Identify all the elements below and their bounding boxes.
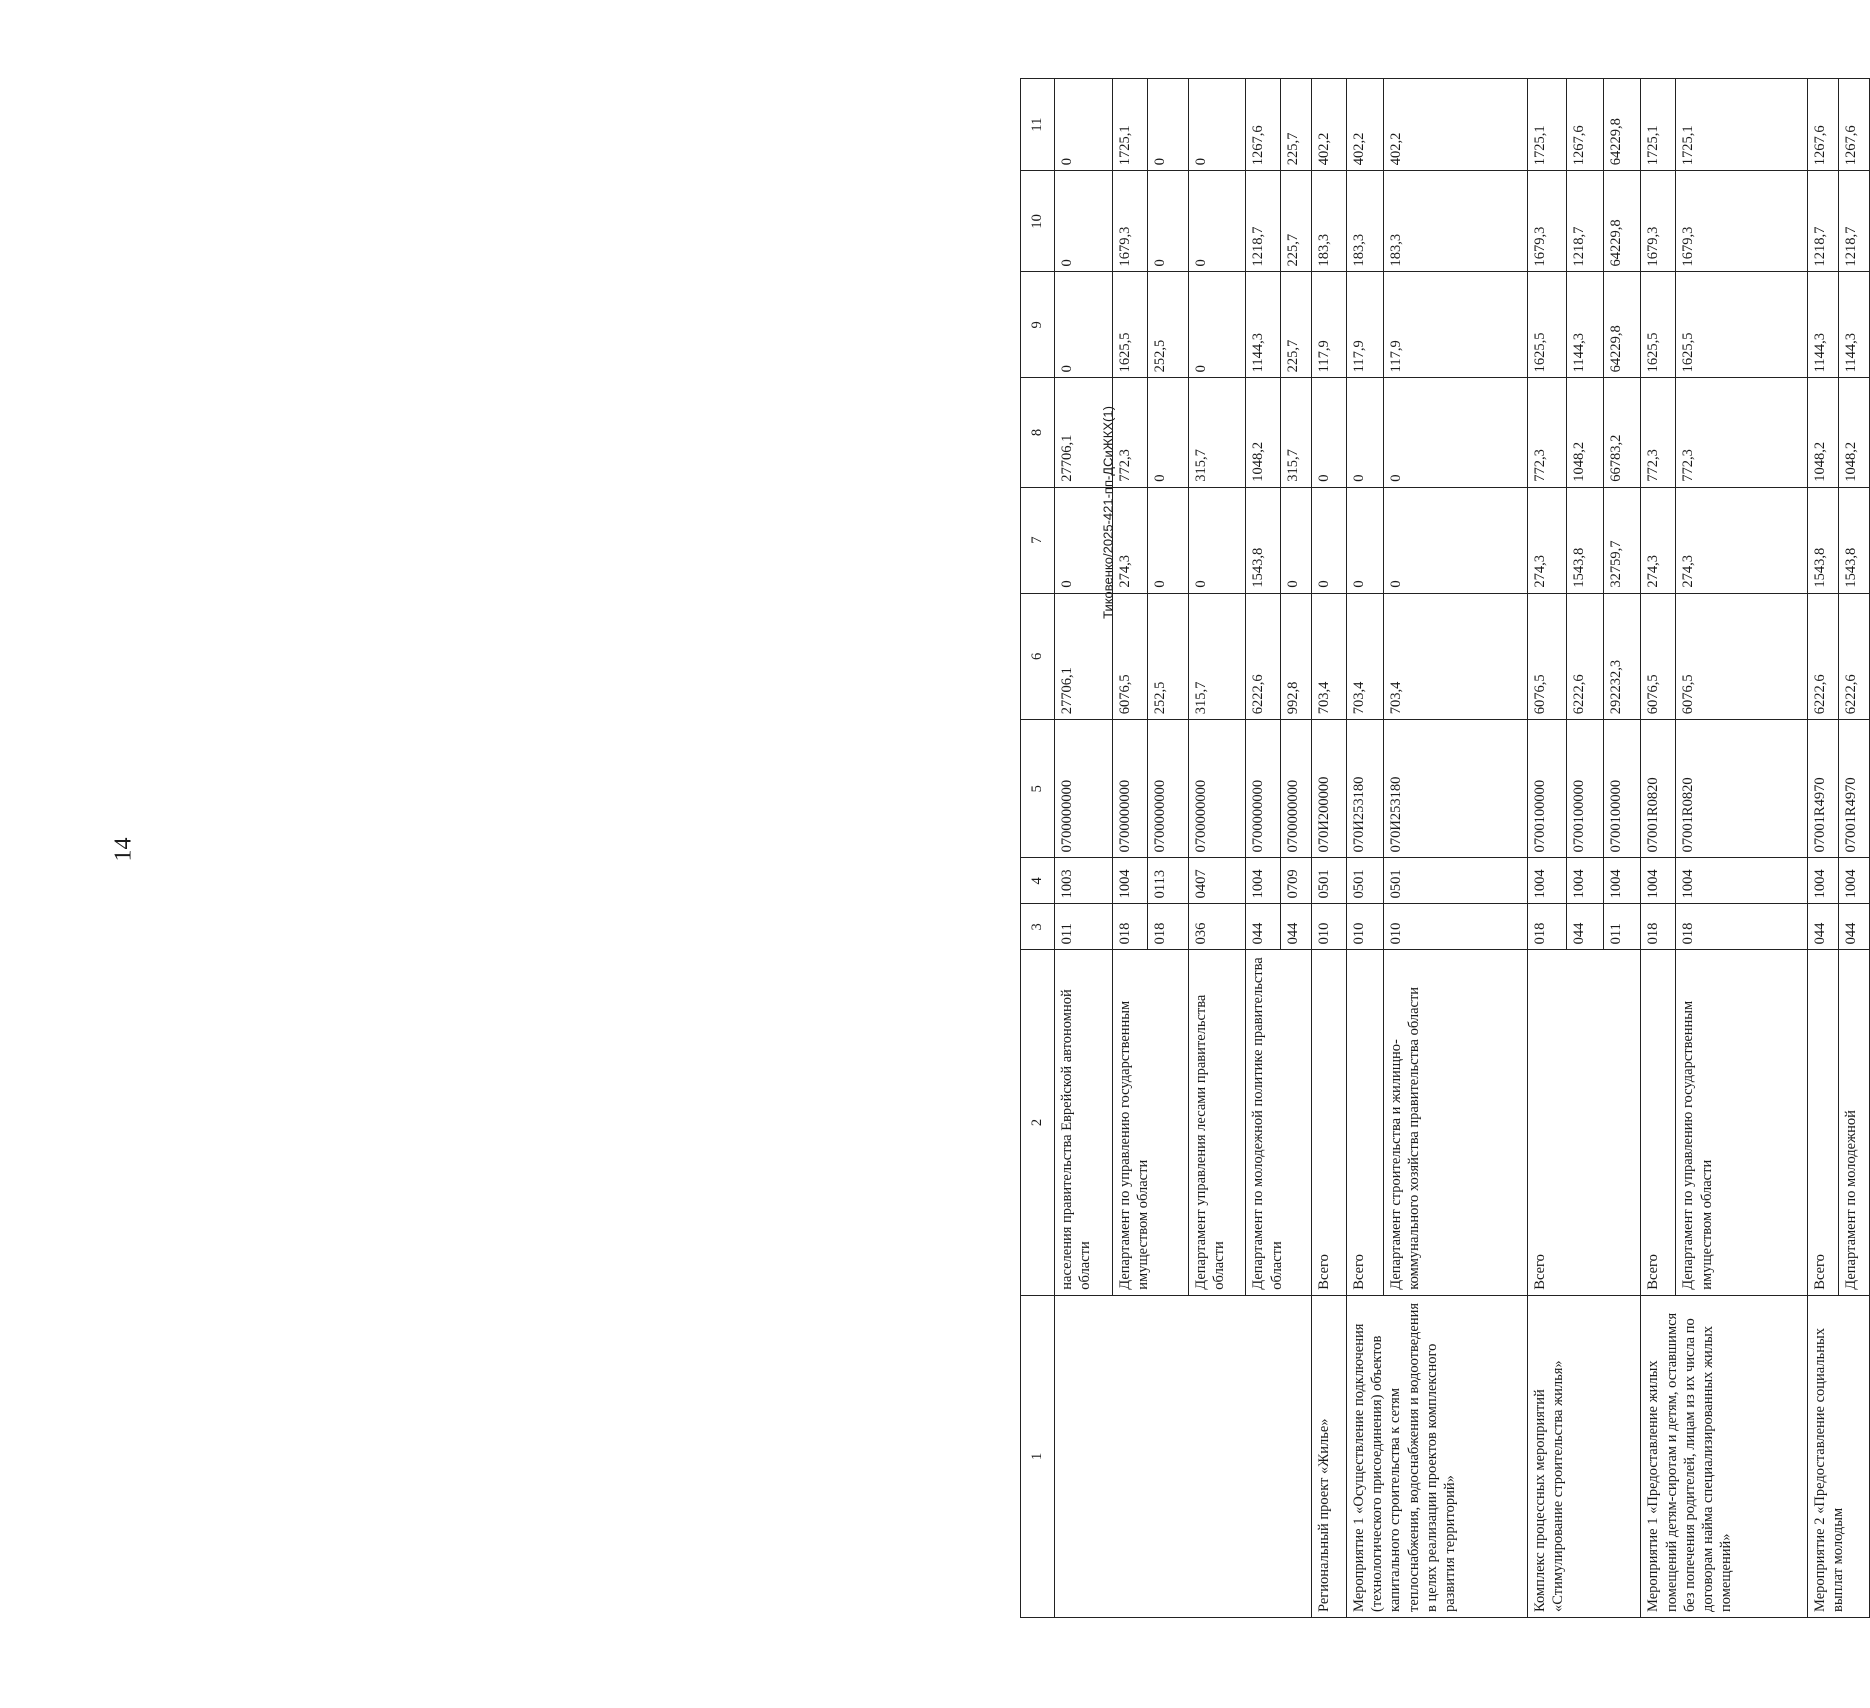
cell-program: Региональный проект «Жилье» bbox=[1312, 1295, 1347, 1617]
cell-year-2: 772,3 bbox=[1676, 378, 1808, 487]
cell-year-2: 0 bbox=[1312, 378, 1347, 487]
cell-year-3: 1625,5 bbox=[1528, 272, 1567, 378]
cell-year-4: 1679,3 bbox=[1676, 171, 1808, 272]
cell-total: 6222,6 bbox=[1567, 593, 1604, 720]
cell-program: Мероприятие 2 «Предоставление социальных выплат молодым bbox=[1808, 1295, 1870, 1617]
cell-year-5: 402,2 bbox=[1347, 79, 1384, 171]
cell-total: 6222,6 bbox=[1839, 593, 1870, 720]
cell-rzpr: 1003 bbox=[1055, 858, 1113, 904]
cell-year-5: 1725,1 bbox=[1112, 79, 1147, 171]
cell-executor: Всего bbox=[1808, 950, 1839, 1295]
cell-rzpr: 0407 bbox=[1188, 858, 1246, 904]
cell-grbs: 011 bbox=[1604, 904, 1641, 950]
cell-csr: 070И253180 bbox=[1347, 720, 1384, 858]
cell-program: Мероприятие 1 «Предоставление жилых помещений детям-сиротам и детям, оставшимся без попечения родителей, лицам из их числа по договорам найма специализированных жилых помещений» bbox=[1641, 1295, 1808, 1617]
cell-year-2: 0 bbox=[1147, 378, 1188, 487]
table-row bbox=[1528, 79, 1567, 1618]
cell-total: 703,4 bbox=[1312, 593, 1347, 720]
cell-executor: Департамент по управлению государственным имуществом области bbox=[1112, 950, 1188, 1295]
budget-table-container bbox=[1020, 78, 1870, 1618]
cell-csr: 0700100000 bbox=[1528, 720, 1567, 858]
cell-grbs: 011 bbox=[1055, 904, 1113, 950]
cell-executor: Всего bbox=[1641, 950, 1676, 1295]
cell-year-5: 225,7 bbox=[1281, 79, 1312, 171]
cell-executor: Департамент управления лесами правительства области bbox=[1188, 950, 1246, 1295]
cell-year-3: 117,9 bbox=[1384, 272, 1528, 378]
cell-total: 703,4 bbox=[1347, 593, 1384, 720]
cell-year-1: 274,3 bbox=[1112, 487, 1147, 593]
table-row bbox=[1808, 79, 1839, 1618]
cell-rzpr: 1004 bbox=[1112, 858, 1147, 904]
cell-csr: 070И253180 bbox=[1384, 720, 1528, 858]
cell-year-1: 0 bbox=[1312, 487, 1347, 593]
cell-year-4: 0 bbox=[1188, 171, 1246, 272]
cell-year-3: 1144,3 bbox=[1246, 272, 1281, 378]
cell-total: 252,5 bbox=[1147, 593, 1188, 720]
cell-grbs: 044 bbox=[1567, 904, 1604, 950]
cell-grbs: 044 bbox=[1281, 904, 1312, 950]
table-row bbox=[1347, 79, 1384, 1618]
cell-year-1: 0 bbox=[1147, 487, 1188, 593]
column-header: 11 bbox=[1021, 79, 1055, 171]
cell-grbs: 010 bbox=[1347, 904, 1384, 950]
cell-year-4: 225,7 bbox=[1281, 171, 1312, 272]
cell-rzpr: 0113 bbox=[1147, 858, 1188, 904]
cell-csr: 0700000000 bbox=[1188, 720, 1246, 858]
cell-year-5: 1267,6 bbox=[1808, 79, 1839, 171]
table-header-row bbox=[1021, 79, 1055, 1618]
cell-year-5: 0 bbox=[1055, 79, 1113, 171]
cell-csr: 0700000000 bbox=[1112, 720, 1147, 858]
cell-year-3: 252,5 bbox=[1147, 272, 1188, 378]
cell-total: 703,4 bbox=[1384, 593, 1528, 720]
cell-csr: 0700100000 bbox=[1567, 720, 1604, 858]
cell-year-4: 1218,7 bbox=[1246, 171, 1281, 272]
cell-year-1: 1543,8 bbox=[1246, 487, 1281, 593]
cell-executor: Всего bbox=[1312, 950, 1347, 1295]
cell-csr: 0700000000 bbox=[1281, 720, 1312, 858]
cell-program bbox=[1055, 1295, 1312, 1617]
cell-year-1: 0 bbox=[1347, 487, 1384, 593]
cell-year-1: 274,3 bbox=[1528, 487, 1567, 593]
column-header: 7 bbox=[1021, 487, 1055, 593]
cell-total: 6076,5 bbox=[1641, 593, 1676, 720]
cell-year-3: 225,7 bbox=[1281, 272, 1312, 378]
cell-executor: Всего bbox=[1347, 950, 1384, 1295]
cell-total: 6076,5 bbox=[1676, 593, 1808, 720]
cell-year-2: 315,7 bbox=[1281, 378, 1312, 487]
page-number: 14 bbox=[110, 837, 137, 862]
cell-rzpr: 0501 bbox=[1384, 858, 1528, 904]
cell-grbs: 036 bbox=[1188, 904, 1246, 950]
cell-year-4: 1218,7 bbox=[1839, 171, 1870, 272]
cell-csr: 07001R0820 bbox=[1676, 720, 1808, 858]
cell-grbs: 044 bbox=[1839, 904, 1870, 950]
cell-grbs: 044 bbox=[1808, 904, 1839, 950]
cell-year-2: 772,3 bbox=[1641, 378, 1676, 487]
cell-year-1: 1543,8 bbox=[1567, 487, 1604, 593]
cell-year-4: 1679,3 bbox=[1528, 171, 1567, 272]
cell-csr: 070И200000 bbox=[1312, 720, 1347, 858]
cell-rzpr: 1004 bbox=[1676, 858, 1808, 904]
cell-year-2: 772,3 bbox=[1112, 378, 1147, 487]
cell-year-4: 0 bbox=[1055, 171, 1113, 272]
cell-year-5: 1267,6 bbox=[1246, 79, 1281, 171]
cell-csr: 0700000000 bbox=[1246, 720, 1281, 858]
cell-executor: Департамент по молодежной bbox=[1839, 950, 1870, 1295]
cell-year-5: 1267,6 bbox=[1839, 79, 1870, 171]
cell-grbs: 010 bbox=[1312, 904, 1347, 950]
cell-year-1: 0 bbox=[1281, 487, 1312, 593]
cell-csr: 07001R4970 bbox=[1839, 720, 1870, 858]
cell-year-1: 0 bbox=[1055, 487, 1113, 593]
column-header: 9 bbox=[1021, 272, 1055, 378]
cell-year-4: 183,3 bbox=[1384, 171, 1528, 272]
cell-total: 6076,5 bbox=[1112, 593, 1147, 720]
cell-year-2: 772,3 bbox=[1528, 378, 1567, 487]
cell-year-5: 402,2 bbox=[1312, 79, 1347, 171]
cell-year-3: 1144,3 bbox=[1567, 272, 1604, 378]
cell-year-1: 0 bbox=[1188, 487, 1246, 593]
cell-year-4: 1679,3 bbox=[1641, 171, 1676, 272]
column-header: 5 bbox=[1021, 720, 1055, 858]
cell-rzpr: 0501 bbox=[1347, 858, 1384, 904]
cell-year-4: 1218,7 bbox=[1567, 171, 1604, 272]
cell-executor: Всего bbox=[1528, 950, 1641, 1295]
cell-year-4: 1218,7 bbox=[1808, 171, 1839, 272]
cell-total: 27706,1 bbox=[1055, 593, 1113, 720]
cell-year-5: 402,2 bbox=[1384, 79, 1528, 171]
cell-year-1: 1543,8 bbox=[1808, 487, 1839, 593]
cell-year-2: 1048,2 bbox=[1839, 378, 1870, 487]
cell-grbs: 018 bbox=[1641, 904, 1676, 950]
cell-year-5: 1267,6 bbox=[1567, 79, 1604, 171]
cell-year-3: 0 bbox=[1188, 272, 1246, 378]
cell-year-4: 0 bbox=[1147, 171, 1188, 272]
cell-executor: Департамент строительства и жилищно-коммунального хозяйства правительства области bbox=[1384, 950, 1528, 1295]
cell-year-5: 0 bbox=[1188, 79, 1246, 171]
cell-rzpr: 1004 bbox=[1808, 858, 1839, 904]
cell-total: 292232,3 bbox=[1604, 593, 1641, 720]
cell-grbs: 018 bbox=[1112, 904, 1147, 950]
cell-year-5: 1725,1 bbox=[1528, 79, 1567, 171]
cell-year-3: 1625,5 bbox=[1676, 272, 1808, 378]
cell-rzpr: 1004 bbox=[1528, 858, 1567, 904]
cell-total: 315,7 bbox=[1188, 593, 1246, 720]
cell-year-3: 117,9 bbox=[1347, 272, 1384, 378]
column-header: 1 bbox=[1021, 1295, 1055, 1617]
cell-year-2: 27706,1 bbox=[1055, 378, 1113, 487]
cell-year-1: 0 bbox=[1384, 487, 1528, 593]
cell-year-3: 1625,5 bbox=[1112, 272, 1147, 378]
cell-grbs: 018 bbox=[1147, 904, 1188, 950]
cell-year-4: 1679,3 bbox=[1112, 171, 1147, 272]
column-header: 6 bbox=[1021, 593, 1055, 720]
cell-grbs: 018 bbox=[1528, 904, 1567, 950]
cell-csr: 0700000000 bbox=[1147, 720, 1188, 858]
cell-year-1: 32759,7 bbox=[1604, 487, 1641, 593]
column-header: 3 bbox=[1021, 904, 1055, 950]
cell-year-1: 274,3 bbox=[1676, 487, 1808, 593]
cell-total: 6222,6 bbox=[1808, 593, 1839, 720]
table-row bbox=[1312, 79, 1347, 1618]
cell-year-5: 1725,1 bbox=[1676, 79, 1808, 171]
cell-csr: 0700000000 bbox=[1055, 720, 1113, 858]
cell-year-3: 1144,3 bbox=[1808, 272, 1839, 378]
cell-year-3: 64229,8 bbox=[1604, 272, 1641, 378]
cell-executor: населения правительства Еврейской автономной области bbox=[1055, 950, 1113, 1295]
cell-csr: 0700100000 bbox=[1604, 720, 1641, 858]
column-header: 8 bbox=[1021, 378, 1055, 487]
cell-year-3: 0 bbox=[1055, 272, 1113, 378]
cell-year-1: 1543,8 bbox=[1839, 487, 1870, 593]
cell-rzpr: 1004 bbox=[1839, 858, 1870, 904]
cell-year-2: 1048,2 bbox=[1808, 378, 1839, 487]
cell-rzpr: 1004 bbox=[1641, 858, 1676, 904]
cell-grbs: 018 bbox=[1676, 904, 1808, 950]
cell-rzpr: 1004 bbox=[1604, 858, 1641, 904]
cell-program: Мероприятие 1 «Осуществление подключения (технологического присоединения) объектов капитального строительства к сетям теплоснабжения, водоснабжения и водоотведения в целях реализации проектов комплексного развития территорий» bbox=[1347, 1295, 1528, 1617]
cell-year-5: 1725,1 bbox=[1641, 79, 1676, 171]
cell-year-3: 1625,5 bbox=[1641, 272, 1676, 378]
cell-year-2: 0 bbox=[1347, 378, 1384, 487]
cell-rzpr: 0501 bbox=[1312, 858, 1347, 904]
cell-program: Комплекс процессных мероприятий «Стимулирование строительства жилья» bbox=[1528, 1295, 1641, 1617]
cell-year-2: 0 bbox=[1384, 378, 1528, 487]
cell-total: 992,8 bbox=[1281, 593, 1312, 720]
table-row bbox=[1641, 79, 1676, 1618]
cell-grbs: 044 bbox=[1246, 904, 1281, 950]
table-row bbox=[1055, 79, 1113, 1618]
cell-csr: 07001R4970 bbox=[1808, 720, 1839, 858]
document-code: Тиковенко/2025-421-пп-ДСиЖКХ(1) bbox=[1100, 406, 1116, 619]
cell-rzpr: 1004 bbox=[1567, 858, 1604, 904]
cell-year-5: 64229,8 bbox=[1604, 79, 1641, 171]
column-header: 4 bbox=[1021, 858, 1055, 904]
cell-rzpr: 0709 bbox=[1281, 858, 1312, 904]
cell-total: 6222,6 bbox=[1246, 593, 1281, 720]
cell-year-2: 1048,2 bbox=[1567, 378, 1604, 487]
cell-year-5: 0 bbox=[1147, 79, 1188, 171]
cell-executor: Департамент по управлению государственным имуществом области bbox=[1676, 950, 1808, 1295]
cell-total: 6076,5 bbox=[1528, 593, 1567, 720]
cell-csr: 07001R0820 bbox=[1641, 720, 1676, 858]
column-header: 2 bbox=[1021, 950, 1055, 1295]
cell-year-2: 315,7 bbox=[1188, 378, 1246, 487]
cell-executor: Департамент по молодежной политике правительства области bbox=[1246, 950, 1312, 1295]
cell-year-4: 183,3 bbox=[1312, 171, 1347, 272]
cell-year-3: 117,9 bbox=[1312, 272, 1347, 378]
cell-year-2: 66783,2 bbox=[1604, 378, 1641, 487]
cell-year-3: 1144,3 bbox=[1839, 272, 1870, 378]
cell-year-4: 183,3 bbox=[1347, 171, 1384, 272]
column-header: 10 bbox=[1021, 171, 1055, 272]
cell-rzpr: 1004 bbox=[1246, 858, 1281, 904]
cell-year-4: 64229,8 bbox=[1604, 171, 1641, 272]
budget-table bbox=[1020, 78, 1870, 1618]
cell-grbs: 010 bbox=[1384, 904, 1528, 950]
cell-year-2: 1048,2 bbox=[1246, 378, 1281, 487]
cell-year-1: 274,3 bbox=[1641, 487, 1676, 593]
